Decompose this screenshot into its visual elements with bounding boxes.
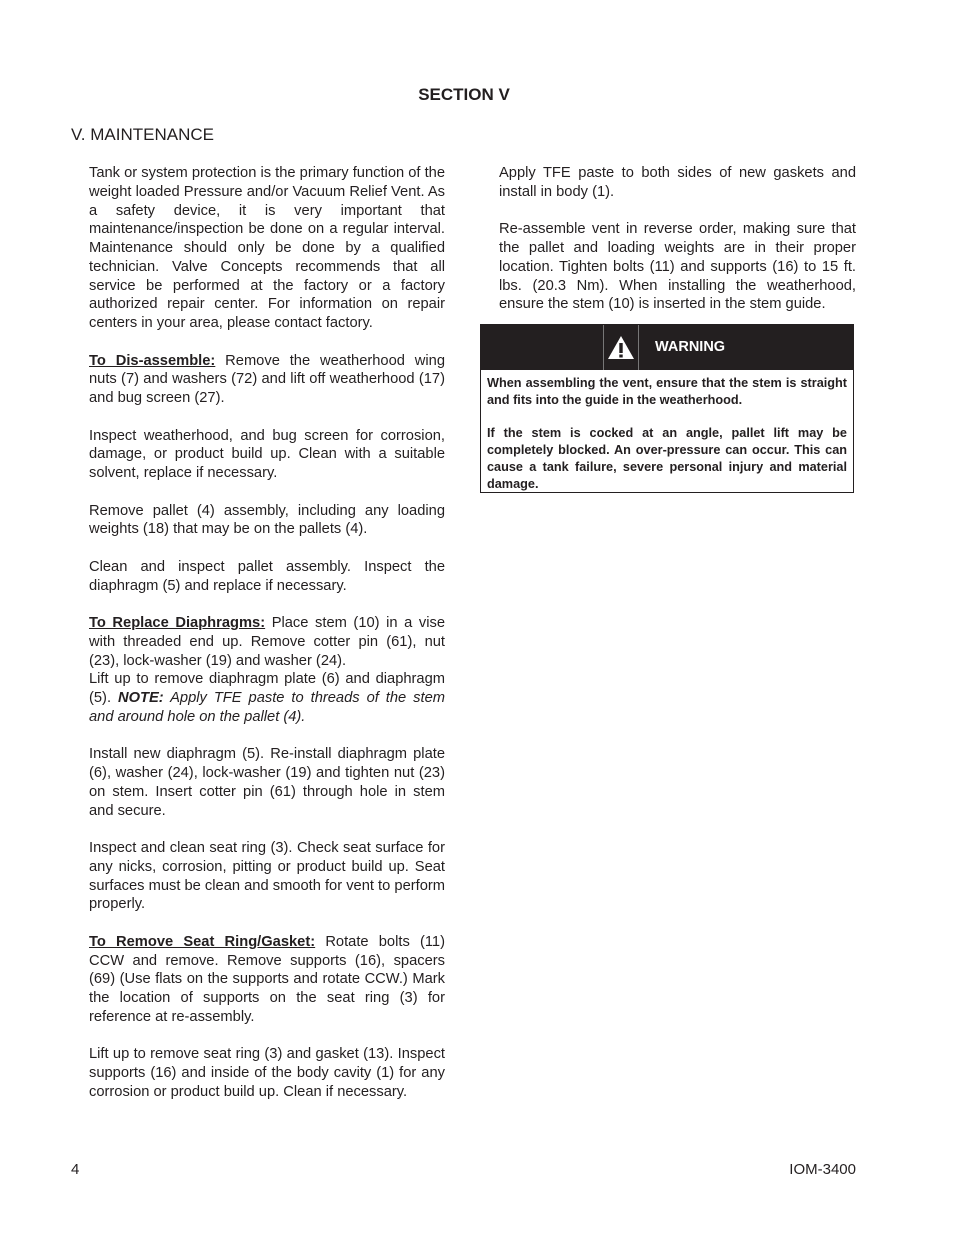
left-column (89, 164, 445, 1102)
warning-paragraph-2: If the stem is cocked at an angle, pallet lift may be completely blocked. An over-pressure can occur. This can cause a tank failure, severe personal injury and material damage. (487, 426, 847, 491)
inspect-weatherhood-paragraph: Inspect weatherhood, and bug screen for corrosion, damage, or product build up. Clean with a suitable solvent, replace if necessary. (89, 427, 445, 481)
warning-box (480, 324, 854, 493)
lift-seat-ring-paragraph: Lift up to remove seat ring (3) and gasket (13). Inspect supports (16) and inside of the body cavity (1) for any corrosion or product build up. Clean if necessary. (89, 1046, 445, 1100)
remove-seat-ring-label: To Remove Seat Ring/Gasket: (89, 933, 316, 950)
warning-paragraph-1: When assembling the vent, ensure that the stem is straight and fits into the guide in the weatherhood. (487, 376, 847, 407)
remove-pallet-paragraph: Remove pallet (4) assembly, including any loading weights (18) that may be on the pallets (4). (89, 502, 445, 538)
replace-diaphragms-paragraph: To Replace Diaphragms: Place stem (10) in a vise with threaded end up. Remove cotter pin (61), nut (23), lock-washer (19) and washer (24). (89, 615, 446, 669)
install-diaphragm-paragraph: Install new diaphragm (5). Re-install diaphragm plate (6), washer (24), lock-washer (19) and tighten nut (23) on stem. Insert cotter pin (61) through hole in stem and secure. (89, 746, 445, 819)
warning-label: WARNING (655, 339, 726, 355)
right-column (499, 164, 856, 314)
reassemble-paragraph: Re-assemble vent in reverse order, making sure that the pallet and loading weights are in their proper location. Tighten bolts (11) and supports (16) to 15 ft. lbs. (20.3 Nm). When installing the weatherhood, ensure the stem (10) is inserted in the stem guide. (499, 221, 856, 313)
disassemble-label: To Dis-assemble: (89, 352, 216, 369)
replace-diaphragms-label: To Replace Diaphragms: (89, 615, 266, 631)
note-label: NOTE: (118, 690, 164, 706)
warning-header (481, 325, 853, 370)
document-id: IOM-3400 (789, 1161, 856, 1178)
warning-body (481, 370, 853, 493)
remove-seat-ring-paragraph: To Remove Seat Ring/Gasket: Rotate bolts (11) CCW and remove. Remove supports (16), spacers (69) (Use flats on the supports and rotate CCW.) Mark the location of supports on the seat ring (3) for reference at re-assembly. (89, 933, 445, 1025)
lift-diaphragm-paragraph: Lift up to remove diaphragm plate (6) and diaphragm (5). NOTE: Apply TFE paste to threads of the stem and around hole on the pallet (4). (89, 671, 445, 725)
clean-pallet-paragraph: Clean and inspect pallet assembly. Inspect the diaphragm (5) and replace if necessary. (89, 558, 445, 594)
warning-triangle-icon (603, 325, 639, 370)
page-number: 4 (71, 1161, 80, 1178)
section-title: SECTION V (418, 85, 510, 104)
tfe-paste-paragraph: Apply TFE paste to both sides of new gaskets and install in body (1). (499, 165, 856, 200)
intro-paragraph: Tank or system protection is the primary function of the weight loaded Pressure and/or Vacuum Relief Vent. As a safety device, it is very important that maintenance/inspection be done on a regular interval. Maintenance should only be done by a qualified technician. Valve Concepts recommends that all service be performed at the factory or a factory authorized repair center. For information on repair centers in your area, please contact factory. (89, 165, 445, 331)
section-heading: V. MAINTENANCE (71, 125, 214, 144)
disassemble-paragraph: To Dis-assemble: Remove the weatherhood wing nuts (7) and washers (72) and lift off weatherhood (17) and bug screen (27). (89, 352, 445, 406)
seat-ring-paragraph: Inspect and clean seat ring (3). Check seat surface for any nicks, corrosion, pitting or product build up. Seat surfaces must be clean and smooth for vent to perform properly. (89, 840, 445, 913)
